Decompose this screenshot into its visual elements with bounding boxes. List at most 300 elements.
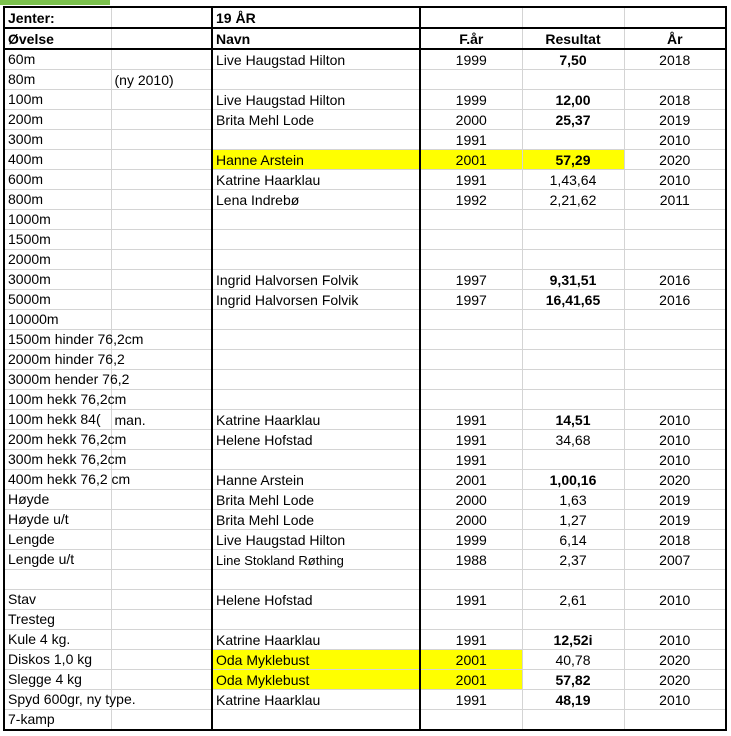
birth-year-cell[interactable]: [420, 310, 522, 330]
birth-year-cell[interactable]: [420, 290, 522, 310]
event-cell[interactable]: [4, 470, 131, 490]
name-cell-text: Live Haugstad Hilton: [216, 52, 346, 68]
birth-year-cell[interactable]: [420, 390, 522, 410]
birth-year-cell[interactable]: [420, 550, 522, 570]
empty-cell[interactable]: [624, 7, 726, 28]
year-cell[interactable]: [624, 550, 726, 570]
year-cell-text: 2010: [659, 632, 691, 648]
year-cell[interactable]: [624, 170, 726, 190]
result-cell[interactable]: [522, 650, 624, 670]
year-cell-text: 2010: [659, 592, 691, 608]
name-cell[interactable]: [212, 350, 420, 370]
year-cell[interactable]: [624, 490, 726, 510]
result-cell[interactable]: [522, 390, 624, 410]
year-cell[interactable]: [624, 610, 726, 630]
result-cell[interactable]: [522, 90, 624, 110]
event-cell[interactable]: [4, 350, 125, 370]
event-cell[interactable]: [4, 590, 111, 610]
table-row: [4, 130, 726, 150]
result-cell[interactable]: [522, 250, 624, 270]
name-cell[interactable]: [212, 270, 420, 290]
event-cell-text: 3000m hender 76,2: [8, 371, 130, 387]
result-cell-text: 2,61: [559, 592, 587, 608]
note-cell[interactable]: [111, 230, 212, 250]
birth-year-cell-text: 1991: [455, 412, 487, 428]
group-label[interactable]: Jenter:: [4, 7, 111, 28]
name-cell-text: Live Haugstad Hilton: [216, 92, 346, 108]
table-row: [4, 630, 726, 650]
name-cell-text: Ingrid Halvorsen Folvik: [216, 272, 359, 288]
name-cell[interactable]: [212, 710, 420, 731]
result-cell[interactable]: [522, 670, 624, 690]
result-cell[interactable]: [522, 210, 624, 230]
note-cell[interactable]: [111, 510, 212, 530]
name-cell[interactable]: [212, 110, 420, 130]
event-cell[interactable]: [4, 90, 111, 110]
name-cell[interactable]: [212, 230, 420, 250]
result-cell-text: 12,52i: [553, 632, 593, 648]
note-cell[interactable]: [111, 250, 212, 270]
name-cell[interactable]: [212, 190, 420, 210]
event-cell-text: 400m hekk 76,2 cm: [8, 471, 131, 487]
year-cell[interactable]: [624, 530, 726, 550]
note-cell[interactable]: [111, 49, 212, 70]
birth-year-cell-text: 2000: [455, 112, 487, 128]
year-cell-text: 2010: [659, 452, 691, 468]
birth-year-cell-text: 1991: [455, 692, 487, 708]
name-cell[interactable]: [212, 150, 420, 170]
result-cell[interactable]: [522, 510, 624, 530]
birth-year-cell[interactable]: [420, 230, 522, 250]
event-cell[interactable]: [4, 310, 111, 330]
result-cell-text: 25,37: [555, 112, 591, 128]
year-cell-text: 2010: [659, 692, 691, 708]
table-row: [4, 330, 726, 350]
birth-year-cell[interactable]: [420, 530, 522, 550]
event-cell[interactable]: [4, 130, 111, 150]
event-cell-text: 1500m: [8, 231, 51, 247]
year-cell[interactable]: [624, 710, 726, 731]
birth-year-cell[interactable]: [420, 710, 522, 731]
result-cell[interactable]: [522, 170, 624, 190]
result-cell-text: 1,43,64: [549, 172, 597, 188]
empty-cell[interactable]: [111, 28, 212, 49]
year-cell-text: 2019: [659, 112, 691, 128]
event-cell[interactable]: [4, 530, 111, 550]
name-cell-text: Katrine Haarklau: [216, 412, 321, 428]
birth-year-cell[interactable]: [420, 370, 522, 390]
birth-year-cell[interactable]: [420, 510, 522, 530]
birth-year-cell-text: 1991: [455, 132, 487, 148]
age-label[interactable]: 19 ÅR: [212, 7, 420, 28]
birth-year-cell[interactable]: [420, 190, 522, 210]
birth-year-cell[interactable]: [420, 70, 522, 90]
year-cell[interactable]: [624, 650, 726, 670]
name-cell[interactable]: [212, 290, 420, 310]
event-cell-text: 2000m hinder 76,2: [8, 351, 125, 367]
result-cell-text: 7,50: [559, 52, 587, 68]
year-cell[interactable]: [624, 210, 726, 230]
event-cell[interactable]: [4, 370, 130, 390]
birth-year-cell[interactable]: [420, 630, 522, 650]
name-cell[interactable]: [212, 670, 420, 690]
result-cell[interactable]: [522, 490, 624, 510]
year-cell[interactable]: [624, 510, 726, 530]
table-row: [4, 170, 726, 190]
birth-year-cell[interactable]: [420, 590, 522, 610]
table-row: [4, 470, 726, 490]
result-cell[interactable]: [522, 530, 624, 550]
birth-year-cell[interactable]: [420, 570, 522, 590]
year-cell[interactable]: [624, 410, 726, 430]
event-cell[interactable]: [4, 710, 111, 731]
result-cell[interactable]: [522, 610, 624, 630]
note-cell[interactable]: [111, 650, 212, 670]
result-cell-text: 2,21,62: [549, 192, 597, 208]
year-cell[interactable]: [624, 250, 726, 270]
birth-year-cell-text: 2001: [455, 152, 487, 168]
note-cell[interactable]: [111, 490, 212, 510]
name-cell[interactable]: [212, 130, 420, 150]
result-cell[interactable]: [522, 330, 624, 350]
birth-year-cell[interactable]: [420, 170, 522, 190]
name-cell-text: Ingrid Halvorsen Folvik: [216, 292, 359, 308]
year-cell-text: 2010: [659, 412, 691, 428]
year-cell[interactable]: [624, 630, 726, 650]
result-cell[interactable]: [522, 150, 624, 170]
note-cell[interactable]: [111, 170, 212, 190]
event-cell-text: 3000m: [8, 271, 51, 287]
event-cell[interactable]: [4, 230, 111, 250]
name-cell[interactable]: [212, 590, 420, 610]
note-cell[interactable]: [111, 70, 212, 90]
event-cell[interactable]: [4, 650, 111, 670]
birth-year-cell[interactable]: [420, 90, 522, 110]
name-cell-text: Katrine Haarklau: [216, 632, 321, 648]
name-cell-text: Brita Mehl Lode: [216, 112, 315, 128]
birth-year-cell[interactable]: [420, 490, 522, 510]
note-cell[interactable]: [111, 710, 212, 731]
note-cell[interactable]: [111, 670, 212, 690]
note-cell[interactable]: [111, 90, 212, 110]
birth-year-cell[interactable]: [420, 350, 522, 370]
result-cell[interactable]: [522, 310, 624, 330]
result-cell-text: 57,29: [555, 152, 591, 168]
year-cell-text: 2019: [659, 492, 691, 508]
event-cell-text: 200m hekk 76,2cm: [8, 431, 127, 447]
event-cell[interactable]: [4, 490, 111, 510]
year-cell[interactable]: [624, 230, 726, 250]
name-cell[interactable]: [212, 310, 420, 330]
event-cell[interactable]: [4, 330, 144, 350]
event-cell-text: Høyde: [8, 491, 50, 507]
name-cell[interactable]: [212, 690, 420, 710]
event-cell-text: 100m hekk 84(: [8, 411, 101, 427]
result-cell[interactable]: [522, 290, 624, 310]
name-cell[interactable]: [212, 610, 420, 630]
result-cell[interactable]: [522, 70, 624, 90]
name-cell-text: Oda Myklebust: [216, 672, 310, 688]
year-cell[interactable]: [624, 70, 726, 90]
year-cell-text: 2016: [659, 272, 691, 288]
year-cell[interactable]: [624, 90, 726, 110]
year-cell-text: 2016: [659, 292, 691, 308]
name-cell[interactable]: [212, 370, 420, 390]
name-cell[interactable]: [212, 650, 420, 670]
year-cell-text: 2020: [659, 672, 691, 688]
year-cell[interactable]: [624, 350, 726, 370]
year-cell[interactable]: [624, 670, 726, 690]
note-cell[interactable]: [111, 190, 212, 210]
col-header-year[interactable]: År: [624, 28, 726, 49]
name-cell[interactable]: [212, 390, 420, 410]
table-row: [4, 510, 726, 530]
table-row: [4, 650, 726, 670]
name-cell[interactable]: [212, 250, 420, 270]
note-cell[interactable]: [111, 590, 212, 610]
birth-year-cell[interactable]: [420, 130, 522, 150]
name-cell[interactable]: [212, 530, 420, 550]
result-cell[interactable]: [522, 710, 624, 731]
event-cell[interactable]: [4, 270, 111, 290]
event-cell[interactable]: [4, 550, 111, 570]
birth-year-cell-text: 2000: [455, 512, 487, 528]
birth-year-cell-text: 1999: [455, 92, 487, 108]
year-cell[interactable]: [624, 190, 726, 210]
event-cell-text: 400m: [8, 151, 44, 167]
event-cell[interactable]: [4, 290, 111, 310]
event-cell[interactable]: [4, 570, 111, 590]
table-row: [4, 430, 726, 450]
year-cell[interactable]: [624, 570, 726, 590]
result-cell[interactable]: [522, 570, 624, 590]
note-cell[interactable]: [111, 410, 212, 430]
name-cell-text: Katrine Haarklau: [216, 172, 321, 188]
table-row: [4, 370, 726, 390]
year-cell-text: 2011: [659, 192, 690, 208]
year-cell[interactable]: [624, 290, 726, 310]
event-cell[interactable]: [4, 70, 111, 90]
birth-year-cell[interactable]: [420, 450, 522, 470]
result-cell[interactable]: [522, 690, 624, 710]
result-cell[interactable]: [522, 470, 624, 490]
note-cell-text: man.: [114, 412, 146, 428]
note-cell[interactable]: [111, 550, 212, 570]
name-cell[interactable]: [212, 330, 420, 350]
empty-cell[interactable]: [111, 7, 212, 28]
birth-year-cell[interactable]: [420, 670, 522, 690]
event-cell[interactable]: [4, 510, 111, 530]
result-cell-text: 34,68: [555, 432, 591, 448]
event-cell[interactable]: [4, 110, 111, 130]
name-cell[interactable]: [212, 410, 420, 430]
result-cell[interactable]: [522, 130, 624, 150]
event-cell[interactable]: [4, 49, 111, 70]
event-cell[interactable]: [4, 210, 111, 230]
birth-year-cell[interactable]: [420, 210, 522, 230]
table-row: [4, 90, 726, 110]
year-cell[interactable]: [624, 590, 726, 610]
name-cell[interactable]: [212, 49, 420, 70]
note-cell[interactable]: [111, 110, 212, 130]
birth-year-cell[interactable]: [420, 430, 522, 450]
table-row: [4, 670, 726, 690]
result-cell[interactable]: [522, 630, 624, 650]
birth-year-cell[interactable]: [420, 330, 522, 350]
event-cell[interactable]: [4, 450, 127, 470]
event-cell-text: 10000m: [8, 311, 59, 327]
year-cell[interactable]: [624, 330, 726, 350]
event-cell[interactable]: [4, 630, 111, 650]
event-cell-text: 7-kamp: [8, 711, 55, 727]
event-cell-text: Lengde u/t: [8, 551, 75, 567]
event-cell-text: 800m: [8, 191, 44, 207]
event-cell-text: 2000m: [8, 251, 51, 267]
year-cell[interactable]: [624, 370, 726, 390]
birth-year-cell[interactable]: [420, 270, 522, 290]
result-cell[interactable]: [522, 270, 624, 290]
event-cell[interactable]: [4, 610, 111, 630]
result-cell[interactable]: [522, 230, 624, 250]
year-cell-text: 2020: [659, 652, 691, 668]
note-cell[interactable]: [111, 150, 212, 170]
event-cell-text: 80m: [8, 71, 36, 87]
event-cell[interactable]: [4, 190, 111, 210]
event-cell[interactable]: [4, 150, 111, 170]
birth-year-cell[interactable]: [420, 250, 522, 270]
birth-year-cell-text: 1988: [455, 552, 487, 568]
name-cell[interactable]: [212, 630, 420, 650]
event-cell[interactable]: [4, 430, 127, 450]
note-cell[interactable]: [111, 290, 212, 310]
result-cell[interactable]: [522, 49, 624, 70]
birth-year-cell-text: 2001: [455, 672, 487, 688]
birth-year-cell-text: 1992: [455, 192, 487, 208]
year-cell[interactable]: [624, 470, 726, 490]
result-cell[interactable]: [522, 110, 624, 130]
year-cell[interactable]: [624, 430, 726, 450]
event-cell[interactable]: [4, 690, 136, 710]
birth-year-cell-text: 1999: [455, 532, 487, 548]
event-cell-text: 60m: [8, 51, 36, 67]
result-cell[interactable]: [522, 190, 624, 210]
note-cell[interactable]: [111, 630, 212, 650]
result-cell-text: 9,31,51: [549, 272, 597, 288]
name-cell[interactable]: [212, 90, 420, 110]
year-cell[interactable]: [624, 150, 726, 170]
name-cell[interactable]: [212, 570, 420, 590]
result-cell-text: 40,78: [555, 652, 591, 668]
col-header-event[interactable]: Øvelse: [4, 28, 111, 49]
name-cell[interactable]: [212, 70, 420, 90]
name-cell[interactable]: [212, 210, 420, 230]
table-row: [4, 350, 726, 370]
note-cell[interactable]: [111, 310, 212, 330]
name-cell[interactable]: [212, 510, 420, 530]
note-cell[interactable]: [111, 610, 212, 630]
table-row: [4, 110, 726, 130]
birth-year-cell[interactable]: [420, 49, 522, 70]
birth-year-cell[interactable]: [420, 150, 522, 170]
col-header-result[interactable]: Resultat: [522, 28, 624, 49]
year-cell[interactable]: [624, 310, 726, 330]
event-cell-text: 100m: [8, 91, 44, 107]
result-cell[interactable]: [522, 430, 624, 450]
name-cell[interactable]: [212, 450, 420, 470]
year-cell[interactable]: [624, 690, 726, 710]
note-cell[interactable]: [111, 570, 212, 590]
year-cell-text: 2010: [659, 172, 691, 188]
year-cell[interactable]: [624, 49, 726, 70]
birth-year-cell[interactable]: [420, 610, 522, 630]
name-cell-text: Live Haugstad Hilton: [216, 532, 346, 548]
col-header-birth-year[interactable]: F.år: [420, 28, 522, 49]
note-cell[interactable]: [111, 210, 212, 230]
name-cell[interactable]: [212, 490, 420, 510]
name-cell[interactable]: [212, 470, 420, 490]
name-cell[interactable]: [212, 430, 420, 450]
event-cell-text: Stav: [8, 591, 37, 607]
result-cell-text: 1,63: [559, 492, 587, 508]
year-cell[interactable]: [624, 390, 726, 410]
result-cell-text: 12,00: [555, 92, 591, 108]
event-cell[interactable]: [4, 170, 111, 190]
year-cell[interactable]: [624, 130, 726, 150]
col-header-name[interactable]: Navn: [212, 28, 420, 49]
result-cell-text: 1,00,16: [549, 472, 597, 488]
result-cell[interactable]: [522, 450, 624, 470]
empty-cell[interactable]: [522, 7, 624, 28]
birth-year-cell-text: 2001: [455, 652, 487, 668]
event-cell-text: 5000m: [8, 291, 51, 307]
birth-year-cell[interactable]: [420, 470, 522, 490]
event-cell[interactable]: [4, 390, 127, 410]
birth-year-cell[interactable]: [420, 410, 522, 430]
table-row: [4, 530, 726, 550]
name-cell[interactable]: [212, 550, 420, 570]
result-cell[interactable]: [522, 410, 624, 430]
table-row: [4, 250, 726, 270]
table-row: [4, 310, 726, 330]
table-row: [4, 450, 726, 470]
name-cell[interactable]: [212, 170, 420, 190]
event-cell[interactable]: [4, 250, 111, 270]
header-row-group: [4, 7, 726, 28]
birth-year-cell[interactable]: [420, 690, 522, 710]
result-cell[interactable]: [522, 550, 624, 570]
result-cell[interactable]: [522, 370, 624, 390]
birth-year-cell[interactable]: [420, 110, 522, 130]
note-cell[interactable]: [111, 350, 212, 370]
result-cell-text: 1,27: [559, 512, 587, 528]
event-cell-text: 300m: [8, 131, 44, 147]
year-cell[interactable]: [624, 270, 726, 290]
birth-year-cell-text: 1991: [455, 632, 487, 648]
event-cell[interactable]: [4, 410, 111, 430]
event-cell[interactable]: [4, 670, 111, 690]
table-row: [4, 270, 726, 290]
year-cell[interactable]: [624, 110, 726, 130]
birth-year-cell[interactable]: [420, 650, 522, 670]
empty-cell[interactable]: [420, 7, 522, 28]
note-cell[interactable]: [111, 130, 212, 150]
note-cell[interactable]: [111, 270, 212, 290]
result-cell[interactable]: [522, 350, 624, 370]
year-cell[interactable]: [624, 450, 726, 470]
result-cell[interactable]: [522, 590, 624, 610]
note-cell[interactable]: [111, 530, 212, 550]
year-cell-text: 2020: [659, 152, 691, 168]
